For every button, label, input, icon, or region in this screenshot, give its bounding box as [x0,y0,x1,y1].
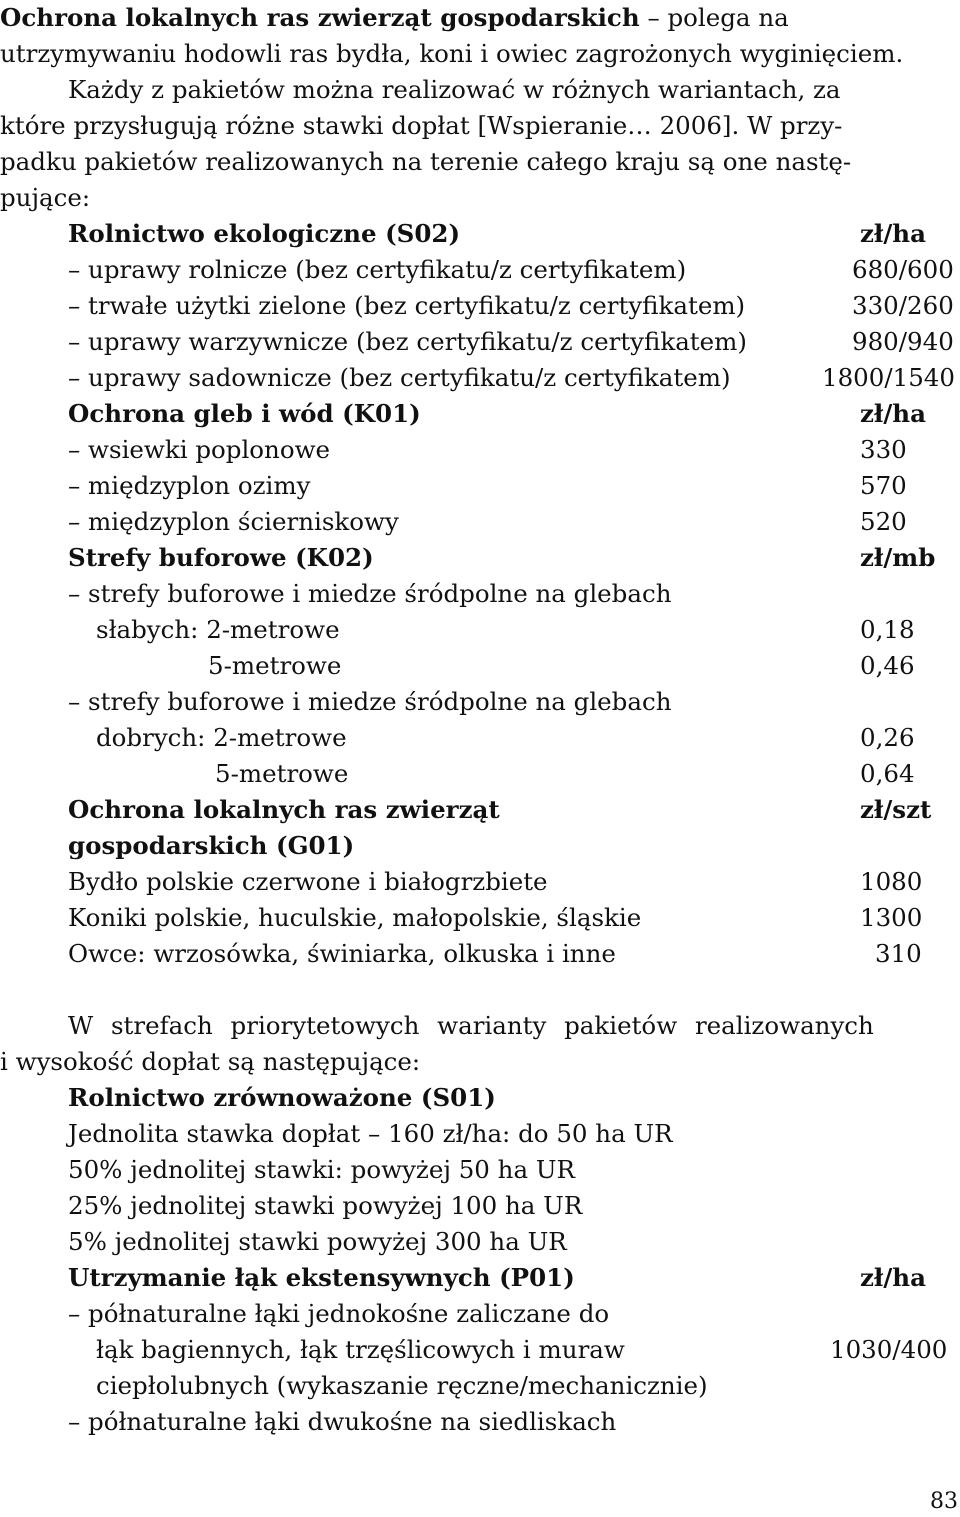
s01-title: Rolnictwo zrównoważone (S01) [68,1083,496,1112]
g01-title-line-2: gospodarskich (G01) [68,831,355,860]
k01-item-label: – międzyplon ścierniskowy [68,507,399,536]
priority-line-1: W strefach priorytetowych warianty pakietów realizowanych [68,1011,874,1040]
s02-unit: zł/ha [860,219,926,248]
s01-item: 50% jednolitej stawki: powyżej 50 ha UR [68,1155,575,1184]
k02-weak-2m-label: słabych: 2-metrowe [96,615,340,644]
k01-unit: zł/ha [860,399,926,428]
s02-item-value: 680/600 [852,255,954,284]
k02-title: Strefy buforowe (K02) [68,543,374,572]
s01-item: 5% jednolitej stawki powyżej 300 ha UR [68,1227,567,1256]
p01-unit: zł/ha [860,1263,926,1292]
g01-unit: zł/szt [860,795,932,824]
intro-line-1-rest: – polega na [639,3,789,32]
g01-item-value: 1300 [860,903,923,932]
g01-item-label: Owce: wrzosówka, świniarka, olkuska i inne [68,939,616,968]
p01-item1-line-1: – półnaturalne łąki jednokośne zaliczane do [68,1299,610,1328]
k02-weak-intro: – strefy buforowe i miedze śródpolne na glebach [68,579,672,608]
intro-line-6: pujące: [0,183,91,212]
s01-item: Jednolita stawka dopłat – 160 zł/ha: do 50 ha UR [68,1119,673,1148]
intro-line-1 [0,0,789,36]
k02-good-2m-value: 0,26 [860,723,915,752]
s02-item-label: – uprawy rolnicze (bez certyfikatu/z certyfikatem) [68,255,687,284]
k02-good-intro: – strefy buforowe i miedze śródpolne na glebach [68,687,672,716]
k02-weak-2m-value: 0,18 [860,615,915,644]
s02-item-value: 980/940 [852,327,954,356]
g01-item-value: 1080 [860,867,923,896]
p01-item1-line-3: ciepłolubnych (wykaszanie ręczne/mechanicznie) [96,1371,708,1400]
p01-item1-line-2: łąk bagiennych, łąk trzęślicowych i muraw [96,1335,625,1364]
k01-item-label: – wsiewki poplonowe [68,435,331,464]
k01-item-value: 330 [860,435,907,464]
p01-item1-value: 1030/400 [830,1335,948,1364]
k01-item-label: – międzyplon ozimy [68,471,311,500]
k01-item-value: 570 [860,471,907,500]
k02-good-2m-label: dobrych: 2-metrowe [96,723,347,752]
intro-line-5: padku pakietów realizowanych na terenie całego kraju są one nastę- [0,147,852,176]
intro-line-2: utrzymywaniu hodowli ras bydła, koni i owiec zagrożonych wyginięciem. [0,39,904,68]
s01-item: 25% jednolitej stawki powyżej 100 ha UR [68,1191,583,1220]
k02-unit: zł/mb [860,543,936,572]
g01-item-label: Koniki polskie, huculskie, małopolskie, śląskie [68,903,642,932]
k02-weak-5m-value: 0,46 [860,651,915,680]
g01-item-label: Bydło polskie czerwone i białogrzbiete [68,867,548,896]
intro-bold-title: Ochrona lokalnych ras zwierząt gospodarskich [0,3,640,32]
k02-good-5m-label: 5-metrowe [215,759,349,788]
k02-good-5m-value: 0,64 [860,759,915,788]
k01-title: Ochrona gleb i wód (K01) [68,399,421,428]
s02-item-value: 330/260 [852,291,954,320]
p01-title: Utrzymanie łąk ekstensywnych (P01) [68,1263,575,1292]
priority-line-2: i wysokość dopłat są następujące: [0,1047,421,1076]
k02-weak-5m-label: 5-metrowe [208,651,342,680]
s02-item-label: – uprawy warzywnicze (bez certyfikatu/z certyfikatem) [68,327,747,356]
s02-item-label: – trwałe użytki zielone (bez certyfikatu/z certyfikatem) [68,291,746,320]
k01-item-value: 520 [860,507,907,536]
page-number: 83 [930,1489,958,1514]
intro-line-4: które przysługują różne stawki dopłat [Wspieranie… 2006]. W przy- [0,111,843,140]
s02-title: Rolnictwo ekologiczne (S02) [68,219,461,248]
intro-line-3: Każdy z pakietów można realizować w różnych wariantach, za [68,75,841,104]
s02-item-label: – uprawy sadownicze (bez certyfikatu/z certyfikatem) [68,363,731,392]
s02-item-value: 1800/1540 [822,363,955,392]
g01-title-line-1: Ochrona lokalnych ras zwierząt [68,795,500,824]
p01-item2: – półnaturalne łąki dwukośne na siedliskach [68,1407,617,1436]
g01-item-value: 310 [875,939,922,968]
